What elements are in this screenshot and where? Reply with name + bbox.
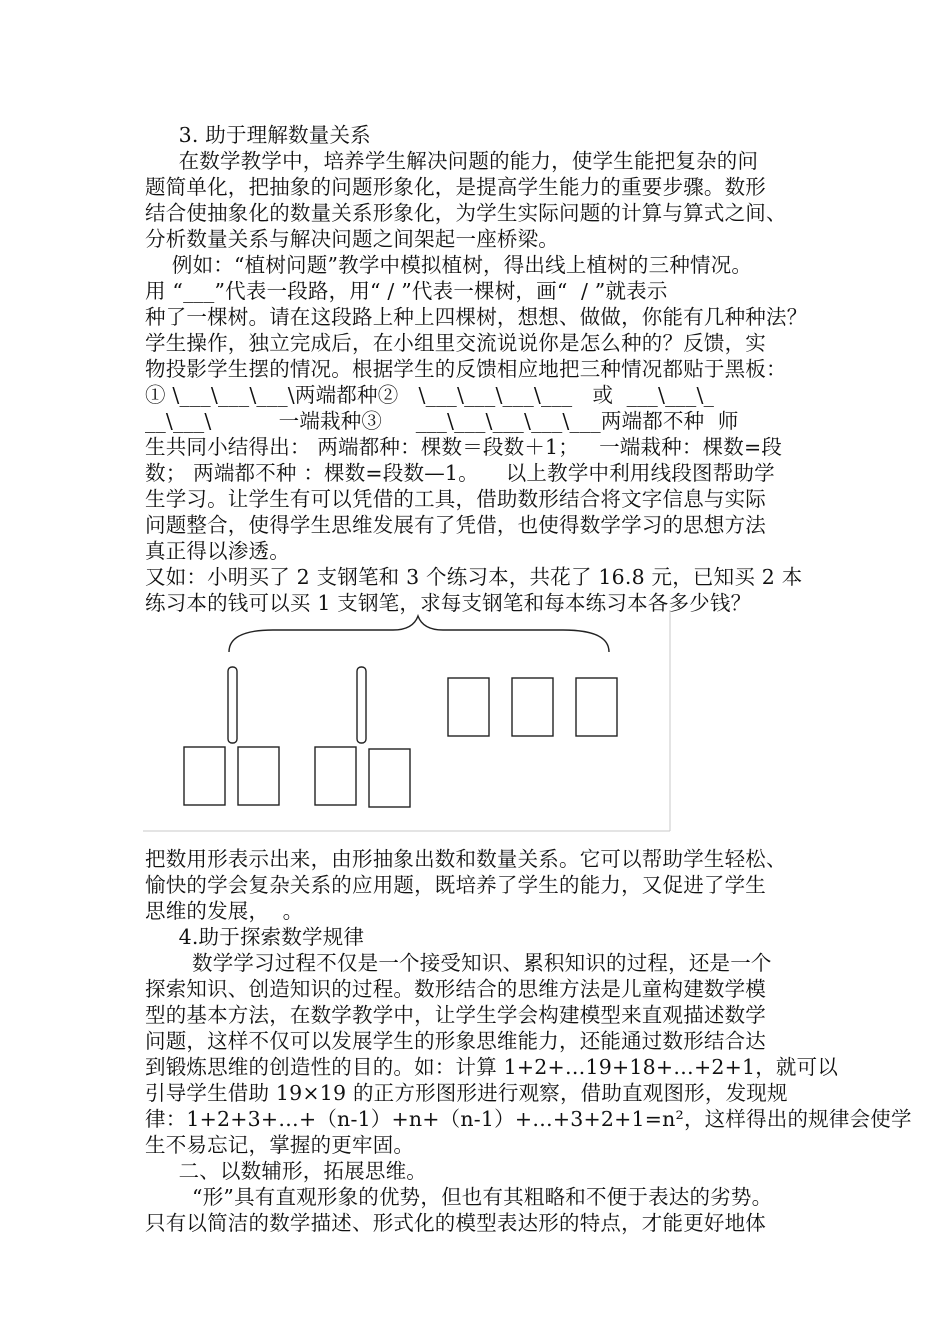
text-line: 在数学教学中，培养学生解决问题的能力，使学生能把复杂的问: [145, 149, 759, 173]
text-line: 型的基本方法，在数学教学中，让学生学会构建模型来直观描述数学: [145, 1003, 766, 1027]
pen-shape: [228, 667, 237, 743]
text-line: 问题，这样不仅可以发展学生的形象思维能力，还能通过数形结合达: [145, 1029, 766, 1053]
text-line: 物投影学生摆的情况。根据学生的反馈相应地把三种情况都贴于黑板：: [145, 357, 787, 381]
text-line: __\___\ 一端栽种③ ___\___\___\___\___两端都不种 师: [145, 409, 739, 433]
notebook-shape: [315, 747, 356, 805]
text-line: 思维的发展， 。: [145, 899, 304, 923]
text-line: 真正得以渗透。: [145, 539, 290, 563]
notebook-shape: [238, 747, 279, 805]
text-line: 题简单化，把抽象的问题形象化，是提高学生能力的重要步骤。数形: [145, 175, 766, 199]
text-line: 探索知识、创造知识的过程。数形结合的思维方法是儿童构建数学模: [145, 977, 766, 1001]
text-line: 练习本的钱可以买 1 支钢笔，求每支钢笔和每本练习本各多少钱？: [145, 591, 752, 615]
text-line: 生共同小结得出： 两端都种：棵数＝段数＋1； 一端栽种：棵数=段: [145, 435, 783, 459]
notebook-shape: [369, 749, 410, 807]
text-line: 用 “___”代表一段路，用“ / ”代表一棵树，画“ / ”就表示: [145, 279, 668, 303]
text-line: 数； 两端都不种 ：棵数=段数—1。 以上教学中利用线段图帮助学: [145, 461, 775, 485]
text-line: 分析数量关系与解决问题之间架起一座桥梁。: [145, 227, 559, 251]
notebook-shape: [576, 678, 617, 736]
notebook-shape: [512, 678, 553, 736]
text-line: 到锻炼思维的创造性的目的。如：计算 1+2+…19+18+…+2+1，就可以: [145, 1055, 839, 1079]
section-heading-2: 二、以数辅形，拓展思维。: [145, 1159, 427, 1183]
pen-shape: [357, 667, 366, 743]
text-line: “形”具有直观形象的优势，但也有其粗略和不便于表达的劣势。: [145, 1185, 773, 1209]
text-line: 结合使抽象化的数量关系形象化，为学生实际问题的计算与算式之间、: [145, 201, 787, 225]
notebook-shape: [448, 678, 489, 736]
heading-4: 4.助于探索数学规律: [145, 925, 365, 949]
text-line: 例如：“植树问题”教学中模拟植树，得出线上植树的三种情况。: [145, 253, 753, 277]
text-line: 生学习。让学生有可以凭借的工具，借助数形结合将文字信息与实际: [145, 487, 766, 511]
text-line: 问题整合，使得学生思维发展有了凭借，也使得数学学习的思想方法: [145, 513, 766, 537]
text-line: 只有以简洁的数学描述、形式化的模型表达形的特点，才能更好地体: [145, 1211, 766, 1235]
heading-3: 3. 助于理解数量关系: [145, 123, 371, 147]
text-line: 种了一棵树。请在这段路上种上四棵树，想想、做做，你能有几种种法？: [145, 305, 808, 329]
text-line: 引导学生借助 19×19 的正方形图形进行观察，借助直观图形，发现规: [145, 1081, 788, 1105]
text-line: 生不易忘记，掌握的更牢固。: [145, 1133, 415, 1157]
text-line: 又如：小明买了 2 支钢笔和 3 个练习本，共花了 16.8 元，已知买 2 本: [145, 565, 803, 589]
text-line: 学生操作，独立完成后，在小组里交流说说你是怎么种的？反馈，实: [145, 331, 766, 355]
text-line: 把数用形表示出来，由形抽象出数和数量关系。它可以帮助学生轻松、: [145, 847, 787, 871]
notebook-shape: [184, 747, 225, 805]
total-brace: [229, 616, 609, 652]
text-line: 数学学习过程不仅是一个接受知识、累积知识的过程，还是一个: [145, 951, 772, 975]
pen-notebook-diagram: [143, 610, 673, 832]
text-line: 愉快的学会复杂关系的应用题，既培养了学生的能力，又促进了学生: [145, 873, 766, 897]
text-line: 律：1+2+3+…+（n-1）+n+（n-1）+…+3+2+1=n²，这样得出的规律会使学: [145, 1107, 912, 1131]
text-line: ① \___\___\___\两端都种② \___\___\___\___ 或 ___\___\_: [145, 383, 715, 407]
